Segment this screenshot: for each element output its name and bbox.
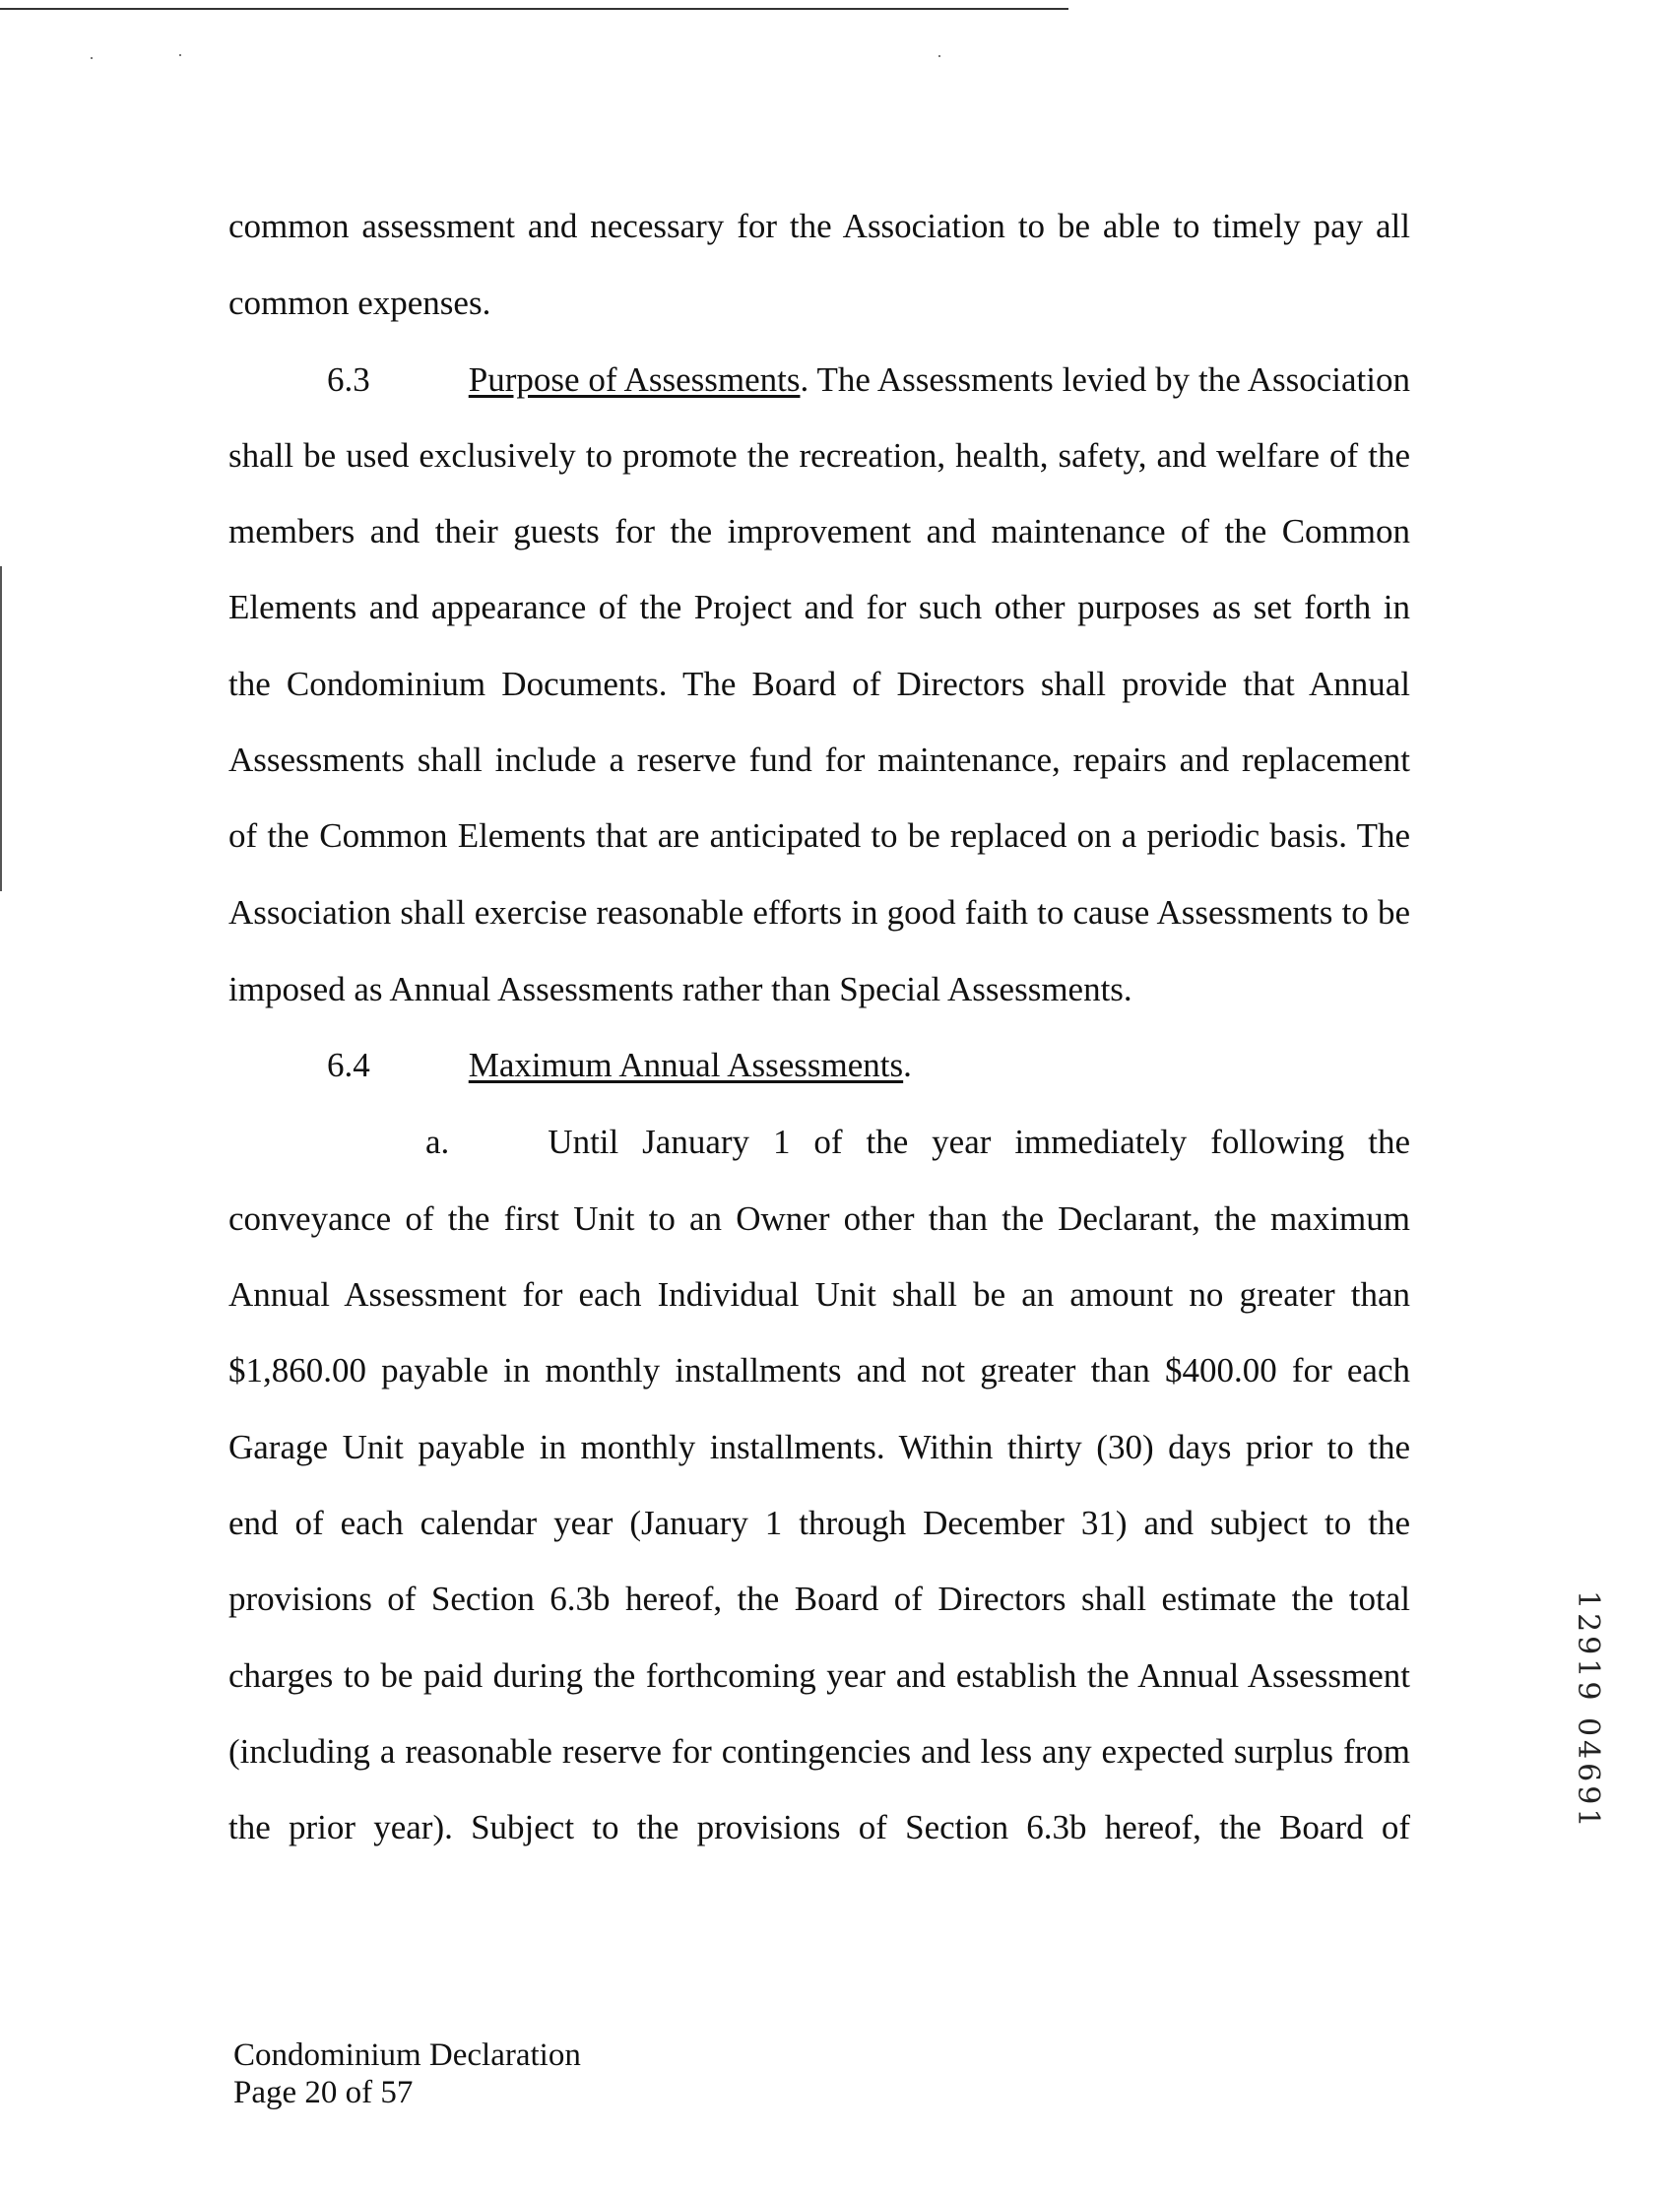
section-6-3-heading-punct: . [800,360,809,399]
subsection-a-label: a. [425,1123,450,1161]
body-line: the prior year). Subject to the provisions of Section 6.3b hereof, the Board of [228,1808,1410,1846]
section-6-4-heading-line [228,1046,1410,1085]
scan-speck [179,54,181,56]
section-6-3-first-line [228,360,1410,400]
body-line: Association shall exercise reasonable efforts in good faith to cause Assessments to be [228,893,1410,932]
body-line: charges to be paid during the forthcoming year and establish the Annual Assessment [228,1656,1410,1695]
footer-document-title: Condominium Declaration [233,2037,581,2073]
section-6-3-heading: Purpose of Assessments [468,360,801,399]
body-line: of the Common Elements that are anticipated to be replaced on a periodic basis. The [228,816,1410,855]
body-line: the Condominium Documents. The Board of Directors shall provide that Annual [228,665,1410,703]
body-line: Elements and appearance of the Project and for such other purposes as set forth in [228,588,1410,626]
body-line: common assessment and necessary for the Association to be able to timely pay all [228,207,1410,245]
section-6-3-number: 6.3 [327,360,370,399]
body-line: provisions of Section 6.3b hereof, the Board of Directors shall estimate the total [228,1580,1410,1618]
margin-stamp-text: 12919 04691 [1571,1590,1605,1832]
body-line: imposed as Annual Assessments rather than Special Assessments. [228,970,1132,1008]
body-line: (including a reasonable reserve for contingencies and less any expected surplus from [228,1732,1410,1771]
body-line: Assessments shall include a reserve fund for maintenance, repairs and replacement [228,741,1410,779]
section-6-4-heading: Maximum Annual Assessments [468,1046,904,1084]
body-line: $1,860.00 payable in monthly installments and not greater than $400.00 for each [228,1351,1410,1390]
page-footer [233,2036,581,2111]
body-line: conveyance of the first Unit to an Owner other than the Declarant, the maximum [228,1199,1410,1238]
body-line: members and their guests for the improvement and maintenance of the Common [228,512,1410,550]
scan-speck [91,57,93,59]
margin-recording-stamp [1571,1590,1645,1856]
scan-top-rule [0,8,1068,10]
section-6-4-heading-punct: . [903,1046,912,1084]
footer-page-number: Page 20 of 57 [233,2075,414,2110]
scan-speck [938,55,940,57]
body-line: end of each calendar year (January 1 through December 31) and subject to the [228,1504,1410,1542]
section-6-4-number: 6.4 [327,1046,370,1084]
subsection-a-first-line [228,1123,1410,1162]
subsection-a-first-line-text: Until January 1 of the year immediately following the [548,1123,1410,1161]
body-line: Garage Unit payable in monthly installments. Within thirty (30) days prior to the [228,1428,1410,1466]
body-line: common expenses. [228,284,491,322]
scan-left-edge-mark [0,566,2,891]
body-line: Annual Assessment for each Individual Unit shall be an amount no greater than [228,1275,1410,1314]
section-6-3-first-line-text: The Assessments levied by the Association [808,360,1410,399]
body-line: shall be used exclusively to promote the recreation, health, safety, and welfare of the [228,436,1410,475]
